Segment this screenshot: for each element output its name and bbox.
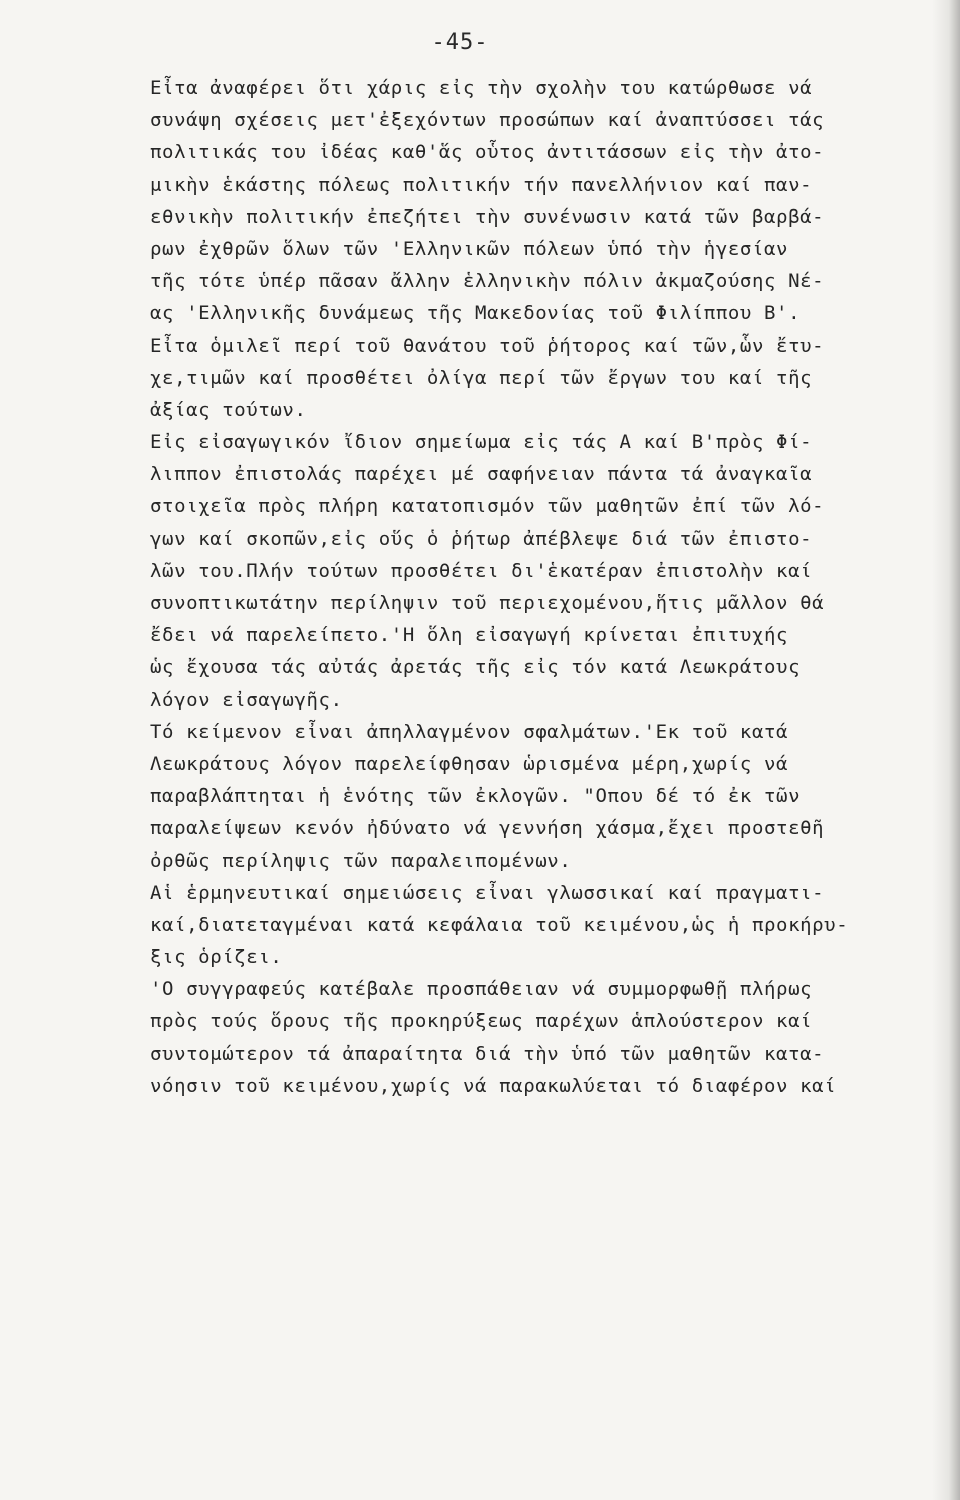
text-line: παραβλάπτηται ἡ ἑνότης τῶν ἐκλογῶν. "Οπου δέ τό ἐκ τῶν [150,785,801,808]
text-line: λόγον εἰσαγωγῆς. [150,688,343,711]
text-line: πρὸς τούς ὅρους τῆς προκηρύξεως παρέχων ἁπλούστερον καί [150,1010,813,1033]
text-line: Εἰς εἰσαγωγικόν ἴδιον σημείωμα εἰς τάς Α καί Β'πρὸς Φί- [150,431,813,454]
text-line: Τό κείμενον εἶναι ἀπηλλαγμένον σφαλμάτων.'Εκ τοῦ κατά [150,720,789,743]
text-line: στοιχεῖα πρὸς πλήρη κατατοπισμόν τῶν μαθητῶν ἐπί τῶν λό- [150,495,825,518]
text-line: καί,διατεταγμέναι κατά κεφάλαια τοῦ κειμένου,ὡς ἡ προκήρυ- [150,913,849,936]
text-line: ὀρθῶς περίληψις τῶν παραλειπομένων. [150,849,572,872]
text-line: ἀξίας τούτων. [150,398,307,421]
text-line: συντομώτερον τά ἀπαραίτητα διά τὴν ὑπό τῶν μαθητῶν κατα- [150,1042,825,1065]
text-line: Αἱ ἑρμηνευτικαί σημειώσεις εἶναι γλωσσικαί καί πραγματι- [150,881,825,904]
text-line: νόησιν τοῦ κειμένου,χωρίς νά παρακωλύεται τό διαφέρον καί [150,1074,837,1097]
text-line: μικὴν ἑκάστης πόλεως πολιτικήν τήν πανελλήνιον καί παν- [150,173,813,196]
text-line: λῶν του.Πλήν τούτων προσθέτει δι'ἑκατέραν ἐπιστολὴν καί [150,559,813,582]
text-line: χε,τιμῶν καί προσθέτει ὀλίγα περί τῶν ἔργων του καί τῆς [150,366,813,389]
text-line: συνάψη σχέσεις μετ'ἐξεχόντων προσώπων καί ἀναπτύσσει τάς [150,109,825,132]
page-edge-shadow [932,0,960,1500]
text-line: ξις ὁρίζει. [150,946,283,969]
body-text [150,72,910,1102]
text-line: Εἶτα ὁμιλεῖ περί τοῦ θανάτου τοῦ ῥήτορος καί τῶν,ὧν ἔτυ- [150,334,825,357]
text-line: συνοπτικωτάτην περίληψιν τοῦ περιεχομένου,ἥτις μᾶλλον θά [150,592,825,614]
text-line: πολιτικάς του ἰδέας καθ'ἅς οὗτος ἀντιτάσσων εἰς τὴν ἀτο- [150,141,825,164]
text-line: ρων ἐχθρῶν ὅλων τῶν 'Ελληνικῶν πόλεων ὑπό τὴν ἡγεσίαν [150,237,789,260]
text-line: ἔδει νά παρελείπετο.'Η ὅλη εἰσαγωγή κρίνεται ἐπιτυχής [150,624,789,647]
text-line: Εἶτα ἀναφέρει ὅτι χάρις εἰς τὴν σχολὴν του κατώρθωσε νά [150,77,813,99]
text-line: Λεωκράτους λόγον παρελείφθησαν ὡρισμένα μέρη,χωρίς νά [150,752,789,775]
text-line: γων καί σκοπῶν,εἰς οὕς ὁ ῥήτωρ ἀπέβλεψε διά τῶν ἐπιστο- [150,527,813,550]
text-line: τῆς τότε ὑπέρ πᾶσαν ἄλλην ἑλληνικὴν πόλιν ἀκμαζούσης Νέ- [150,270,825,293]
text-line: λιππον ἐπιστολάς παρέχει μέ σαφήνειαν πάντα τά ἀναγκαῖα [150,463,813,486]
text-line: ὡς ἔχουσα τάς αὐτάς ἀρετάς τῆς εἰς τόν κατά Λεωκράτους [150,656,801,679]
text-line: παραλείψεων κενόν ἠδύνατο νά γεννήση χάσμα,ἔχει προστεθῆ [150,817,825,840]
text-line: 'Ο συγγραφεύς κατέβαλε προσπάθειαν νά συμμορφωθῇ πλήρως [150,978,813,1001]
text-line: ας 'Ελληνικῆς δυνάμεως τῆς Μακεδονίας τοῦ Φιλίππου Β'. [150,302,801,325]
text-line: εθνικὴν πολιτικήν ἐπεζήτει τὴν συνένωσιν κατά τῶν βαρβά- [150,205,825,228]
page-number: -45- [431,30,489,55]
